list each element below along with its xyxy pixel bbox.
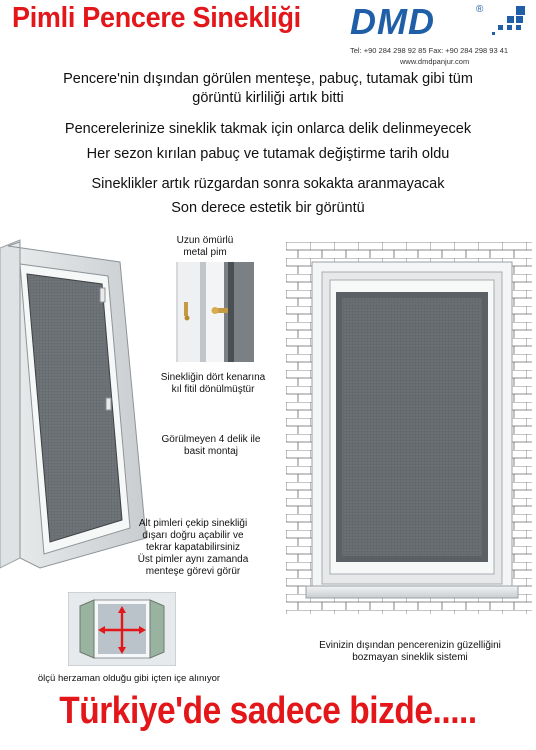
open-caption xyxy=(118,518,268,578)
open-caption-line-4: Üst pimler aynı zamanda xyxy=(137,554,249,565)
open-caption-line-3: tekrar kapatabilirsiniz xyxy=(146,542,240,553)
open-caption-line-1: Alt pimleri çekip sinekliği xyxy=(138,518,248,529)
pin-caption-line-2: metal pim xyxy=(183,247,227,258)
brush-caption xyxy=(148,372,278,396)
holes-caption xyxy=(146,434,276,458)
brush-caption-line-2: kıl fitil dönülmüştür xyxy=(171,384,255,395)
measure-caption: ölçü herzaman olduğu gibi içten içe alınıyor xyxy=(37,673,221,684)
brush-caption-line-1: Sinekliğin dört kenarına xyxy=(160,372,266,383)
feature-line-4: Her sezon kırılan pabuç ve tutamak değiştirme tarih oldu xyxy=(86,146,450,162)
feature-line-1: Pencere'nin dışından görülen menteşe, pabuç, tutamak gibi tüm xyxy=(63,71,473,87)
holes-caption-line-2: basit montaj xyxy=(184,446,238,457)
logo-squares-icon xyxy=(490,6,528,36)
open-caption-line-5: menteşe görevi görür xyxy=(145,566,241,577)
holes-caption-line-1: Görülmeyen 4 delik ile xyxy=(161,434,261,445)
pin-caption-line-1: Uzun ömürlü xyxy=(176,235,234,246)
brick-wall-window-illustration xyxy=(286,242,532,614)
website-text: www.dmdpanjur.com xyxy=(400,57,470,66)
logo-registered-mark: ® xyxy=(476,4,484,15)
feature-line-2: görüntü kirliliği artık bitti xyxy=(192,90,344,106)
outside-caption-line-1: Evinizin dışından pencerenizin güzelliğini xyxy=(319,640,501,651)
feature-line-5: Sineklikler artık rüzgardan sonra sokakta aranmayacak xyxy=(91,176,445,192)
feature-line-6: Son derece estetik bir görüntü xyxy=(171,200,365,216)
measurement-window-icon xyxy=(68,592,176,666)
page-title: Pimli Pencere Sinekliği xyxy=(12,2,301,34)
slogan: Türkiye'de sadece bizde..... xyxy=(59,690,477,732)
pin-caption xyxy=(160,235,250,259)
outside-caption xyxy=(290,640,530,664)
feature-line-3: Pencerelerinize sineklik takmak için onlarca delik delinmeyecek xyxy=(64,121,472,137)
outside-caption-line-2: bozmayan sineklik sistemi xyxy=(352,652,468,663)
metal-pin-photo xyxy=(176,262,254,362)
dmd-logo xyxy=(350,2,530,42)
contact-info: Tel: +90 284 298 92 85 Fax: +90 284 298 93 41 xyxy=(350,46,509,55)
logo-text: DMD xyxy=(350,1,435,42)
open-caption-line-2: dışarı doğru açabilir ve xyxy=(142,530,244,541)
